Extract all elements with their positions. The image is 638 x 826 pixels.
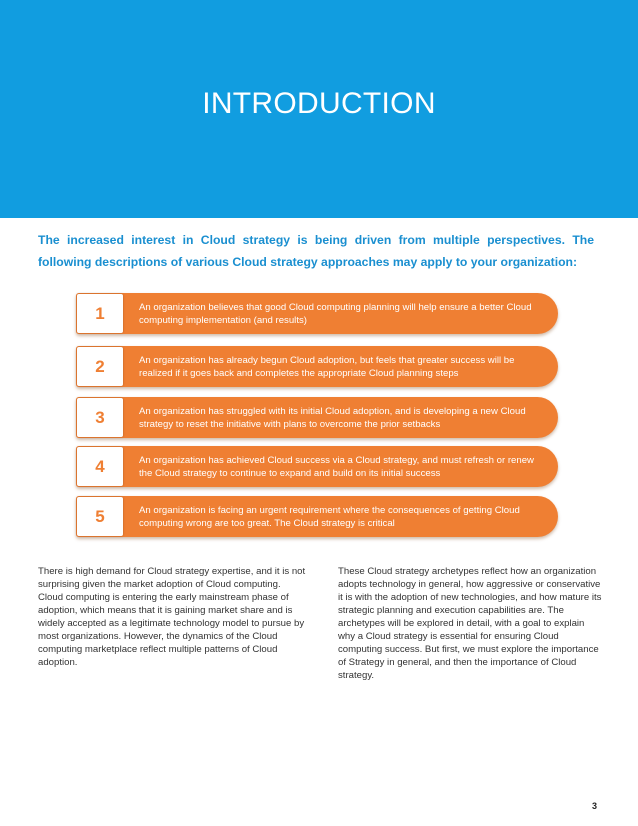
item-text: An organization has achieved Cloud success via a Cloud strategy, and must refresh or renew the Cloud strategy to continue to expand and build on its initial success [139,454,534,479]
page-number: 3 [592,801,598,811]
item-number: 4 [95,456,105,476]
item-number-badge [77,447,123,486]
item-number-badge [77,347,123,386]
item-number-badge [77,398,123,437]
item-text: An organization has already begun Cloud adoption, but feels that greater success will be realized if it goes back and completes the appropriate Cloud planning steps [139,354,515,379]
item-number: 1 [95,303,105,323]
item-text: An organization is facing an urgent requirement where the consequences of getting Cloud computing wrong are too great. The Cloud strategy is critical [139,504,520,529]
item-number: 2 [95,356,105,376]
header-banner [0,0,638,218]
intro-paragraph: The increased interest in Cloud strategy is being driven from multiple perspectives. The following descriptions of various Cloud strategy approaches may apply to your organization: [38,233,594,269]
item-text: An organization believes that good Cloud computing planning will help ensure a better Cloud computing implementation (and results) [139,301,532,326]
item-number-badge [77,294,123,333]
body-column-left: There is high demand for Cloud strategy expertise, and it is not surprising given the market adoption of Cloud computing. Cloud computing is entering the early mainstream phase of adoption, which means that it is gaining market share and is widely accepted as a legitimate technology model to pursue by most organizations. However, the dynamics of the Cloud computing marketplace reflect multiple patterns of Cloud adoption. [38,566,306,668]
body-column-right: These Cloud strategy archetypes reflect how an organization adopts technology in general, how aggressive or conservative it is with the adoption of new technologies, and how mature its strategic planning and execution capabilities are. The archetypes will be explored in detail, with a goal to explain why a Cloud strategy is essential for ensuring Cloud computing success. But first, we must explore the importance of Strategy in general, and then the importance of Cloud strategy. [338,566,602,681]
list-item-2 [76,346,558,387]
list-item-5 [76,496,558,537]
list-item-4 [76,446,558,487]
page-title: INTRODUCTION [202,87,436,120]
item-text: An organization has struggled with its initial Cloud adoption, and is developing a new Cloud strategy to reset the initiative with plans to overcome the prior setbacks [139,405,526,430]
list-item-3 [76,397,558,438]
item-number: 5 [95,506,105,526]
item-number: 3 [95,407,105,427]
list-item-1 [76,293,558,334]
item-number-badge [77,497,123,536]
